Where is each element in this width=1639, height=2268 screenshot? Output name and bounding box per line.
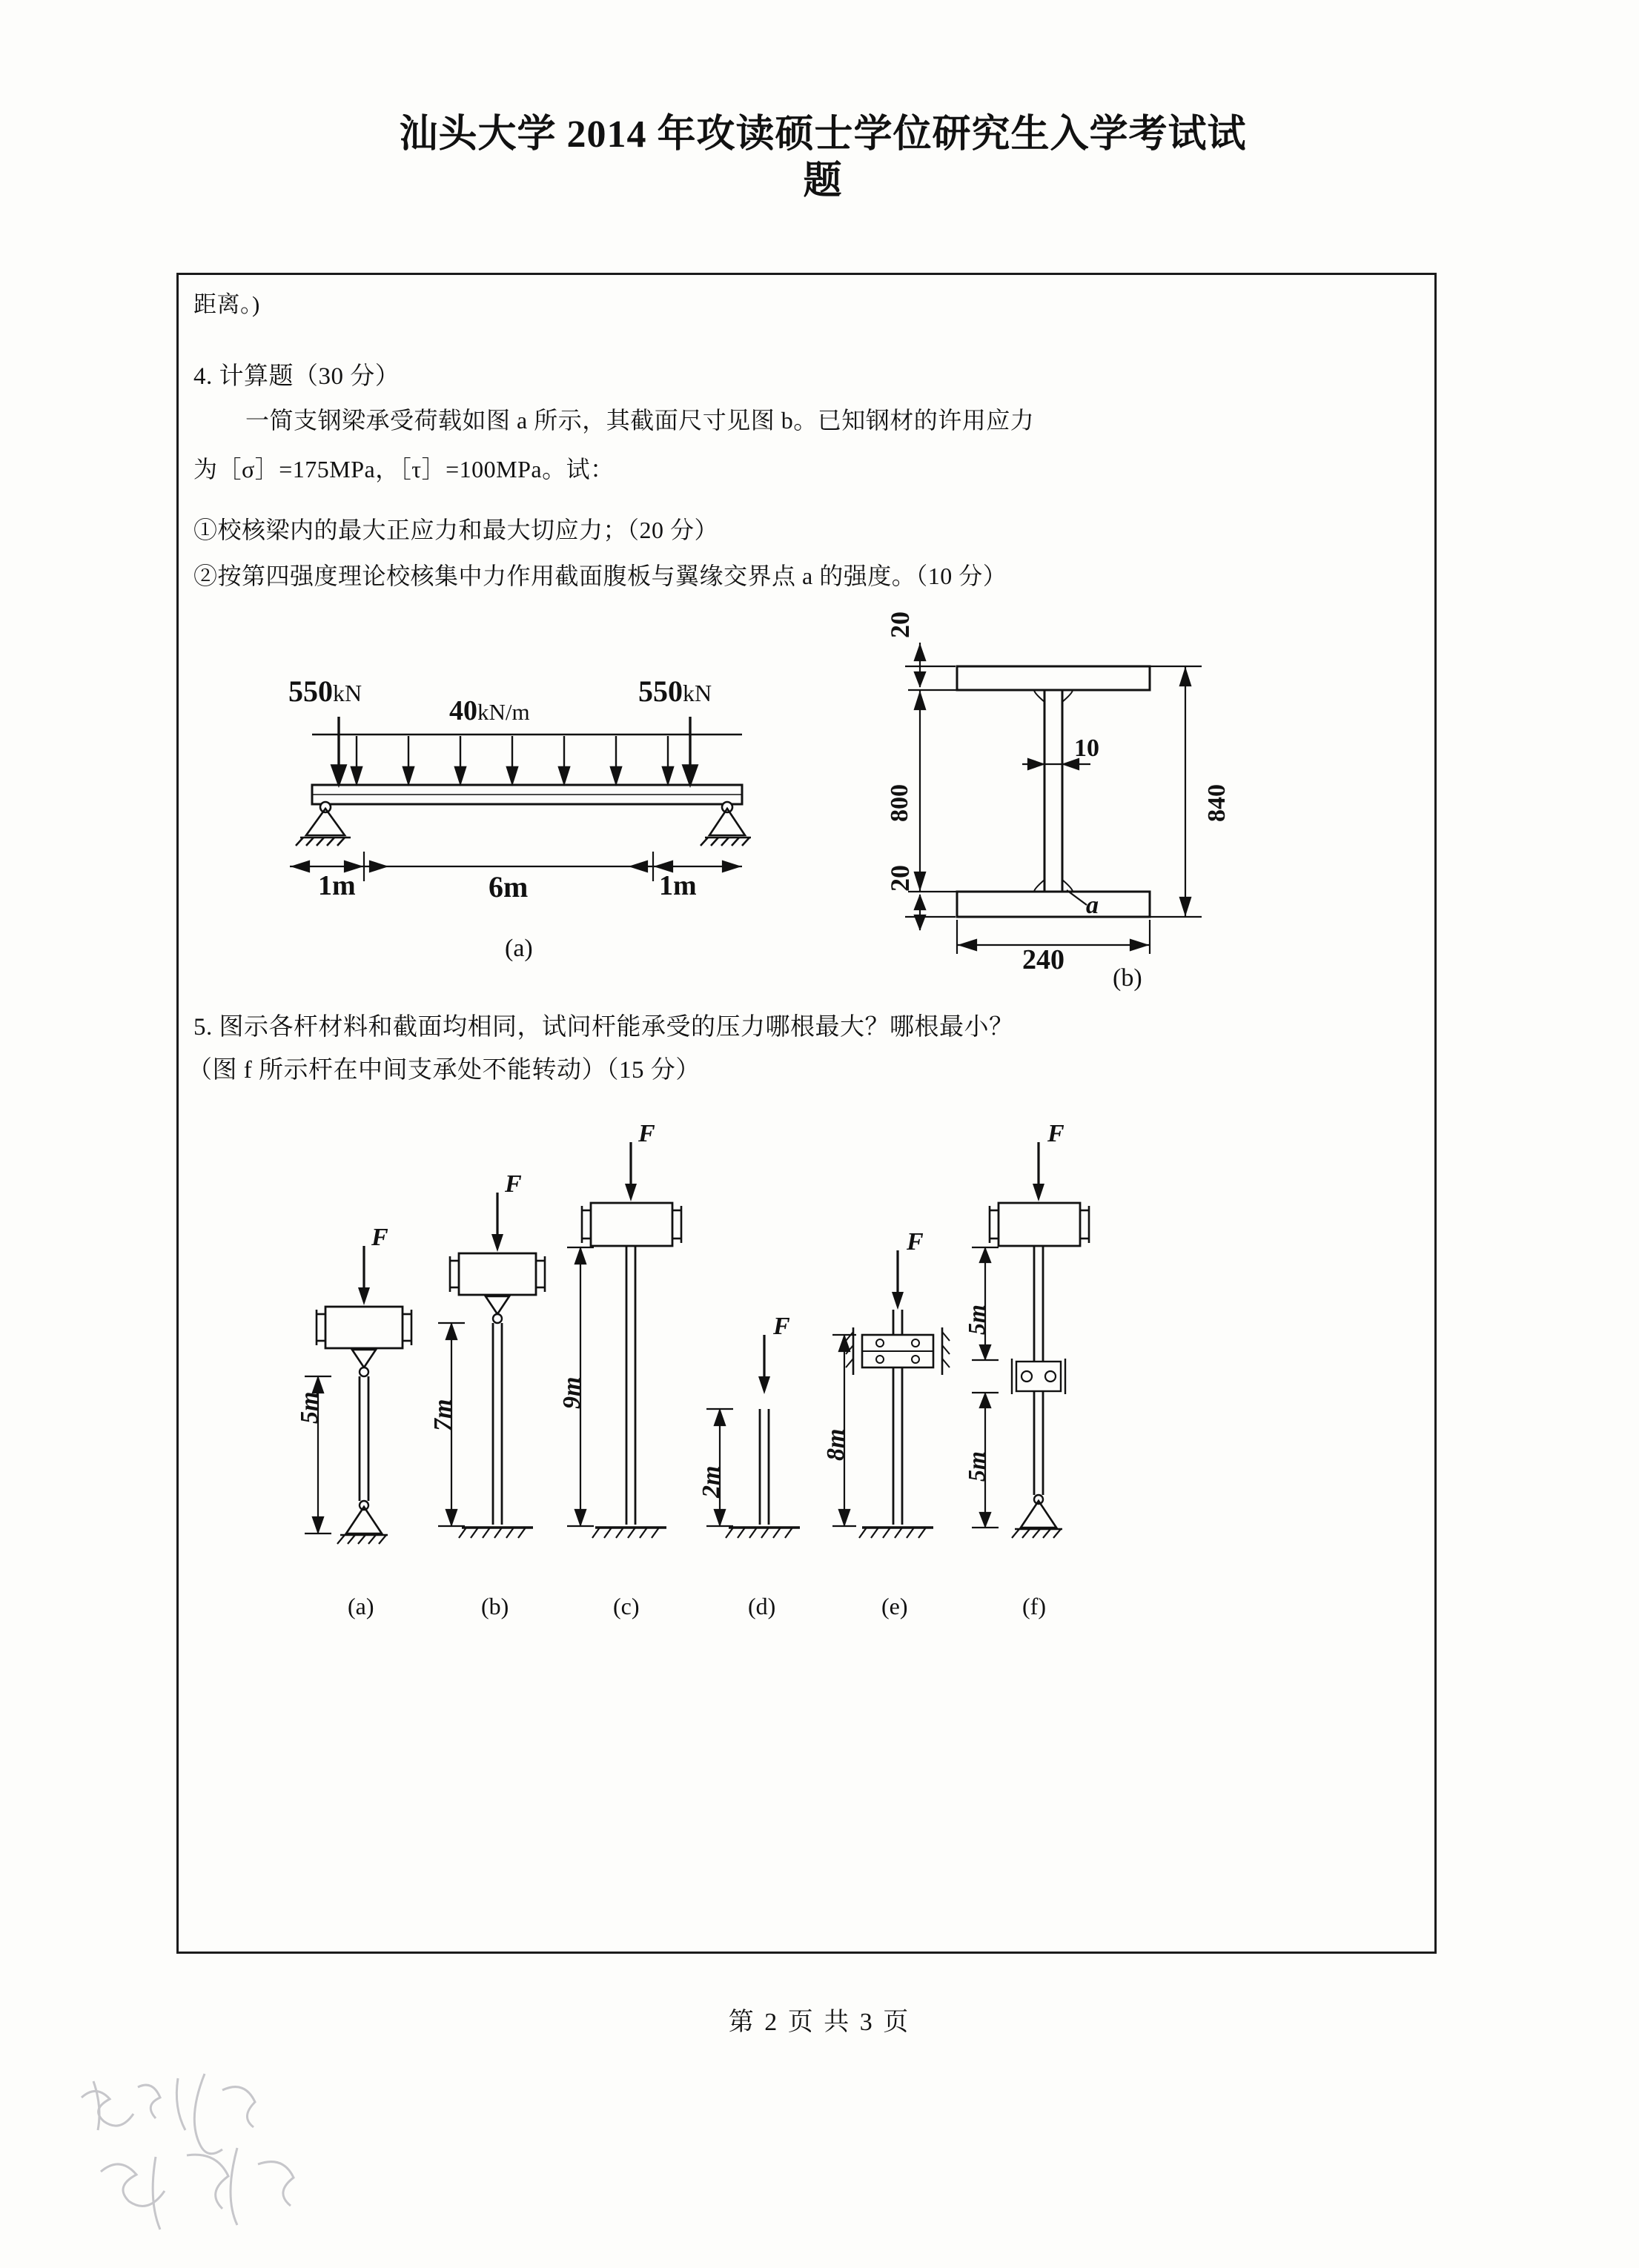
question-4-item-2: ②按第四强度理论校核集中力作用截面腹板与翼缘交界点 a 的强度。（10 分） — [193, 563, 1007, 589]
figure-beam-diagram — [268, 674, 861, 972]
fig5-d-force: F — [773, 1313, 790, 1340]
fig5-a-force: F — [371, 1224, 388, 1251]
figure-a-span-left: 1m — [318, 870, 356, 901]
fig5-d-length: 2m — [698, 1465, 725, 1498]
title-line-2: 题 — [803, 160, 843, 203]
fig5-c-caption: (c) — [613, 1593, 640, 1619]
fig5-f-force: F — [1047, 1120, 1064, 1147]
question-4-body — [193, 402, 1417, 440]
fig5-e-length: 8m — [822, 1428, 850, 1461]
figure-b-web-thickness: 10 — [1074, 735, 1099, 762]
figure-a-load-left: 550kN — [288, 674, 362, 708]
figure-b-flange-bottom: 20 — [885, 865, 915, 892]
distance-note: 距离。) — [193, 291, 260, 317]
handwriting-scribble — [67, 2068, 482, 2253]
figure-a-span-mid: 6m — [489, 870, 529, 903]
fig5-c-force: F — [638, 1120, 655, 1147]
figure-columns-diagram — [275, 1113, 1431, 1854]
figure-a-udl: 40kN/m — [449, 695, 530, 726]
figure-b-caption: (b) — [1113, 964, 1142, 992]
page-footer: 第 2 页 共 3 页 — [728, 2009, 911, 2036]
fig5-d-caption: (d) — [748, 1593, 776, 1619]
figure-b-total-height: 840 — [1203, 784, 1231, 822]
figure-a-caption: (a) — [505, 935, 533, 962]
page-title — [193, 111, 1453, 205]
fig5-b-length: 7m — [429, 1399, 457, 1431]
fig5-f-length-top: 5m — [963, 1304, 990, 1335]
figure-section-diagram — [875, 611, 1394, 992]
fig5-c-length: 9m — [558, 1376, 586, 1409]
question-4-body-text: 一简支钢梁承受荷载如图 a 所示，其截面尺寸见图 b。已知钢材的许用应力 — [245, 407, 1035, 434]
question-5-line-2: （图 f 所示杆在中间支承处不能转动）（15 分） — [188, 1057, 701, 1084]
title-line-1: 汕头大学 2014 年攻读硕士学位研究生入学考试试 — [399, 113, 1247, 156]
figure-b-flange-top: 20 — [885, 611, 915, 638]
question-5-heading: 5. 图示各杆材料和截面均相同，试问杆能承受的压力哪根最大？哪根最小？ — [193, 1014, 1014, 1041]
exam-content-frame — [176, 273, 1437, 1954]
fig5-a-caption: (a) — [348, 1593, 374, 1619]
figure-b-web-height: 800 — [886, 784, 913, 822]
figure-b-point-label: a — [1086, 892, 1099, 919]
question-4-body-line2: 为［σ］=175MPa，［τ］=100MPa。试： — [193, 456, 615, 483]
fig5-e-caption: (e) — [881, 1593, 908, 1619]
figure-a-load-right: 550kN — [638, 674, 712, 708]
figure-a-span-right: 1m — [659, 870, 697, 901]
fig5-f-length-bottom: 5m — [963, 1451, 990, 1482]
question-4-heading: 4. 计算题（30 分） — [193, 363, 400, 390]
fig5-f-caption: (f) — [1022, 1593, 1046, 1619]
question-4-item-1: ①校核梁内的最大正应力和最大切应力；（20 分） — [193, 517, 719, 543]
fig5-a-length: 5m — [296, 1391, 323, 1424]
fig5-b-caption: (b) — [481, 1593, 509, 1619]
fig5-e-force: F — [907, 1228, 924, 1256]
fig5-b-force: F — [505, 1170, 522, 1198]
figure-b-flange-width: 240 — [1022, 944, 1064, 975]
